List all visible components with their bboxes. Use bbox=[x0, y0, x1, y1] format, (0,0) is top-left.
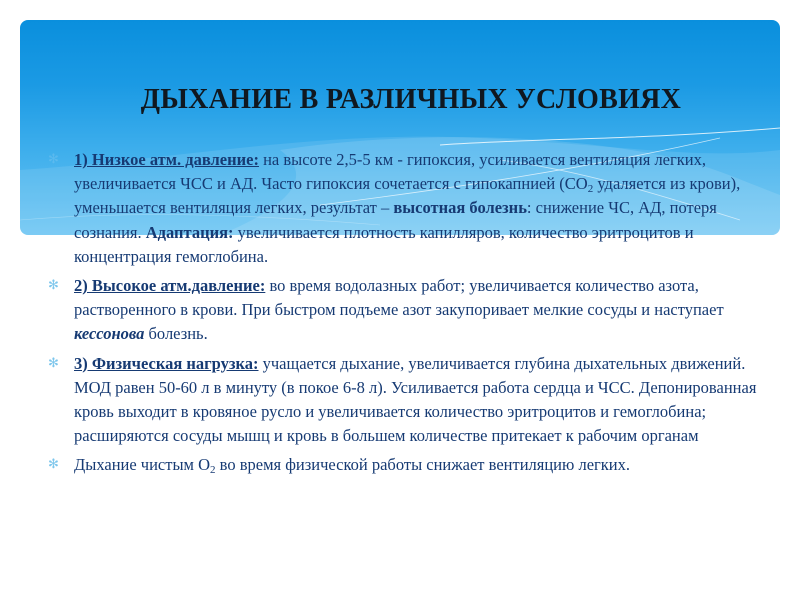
item-text: во время физической работы снижает вентиляцию легких. bbox=[215, 455, 631, 475]
item-heading: 2) Высокое атм.давление: bbox=[74, 276, 266, 296]
asterisk-bullet-icon: ✻ bbox=[48, 278, 59, 294]
item-heading: 3) Физическая нагрузка: bbox=[74, 353, 259, 373]
bold-term: Адаптация: bbox=[145, 222, 234, 242]
list-item-pure-oxygen bbox=[48, 453, 768, 477]
subscript: 2 bbox=[210, 464, 216, 477]
asterisk-bullet-icon: ✻ bbox=[48, 355, 59, 371]
list-item-low-pressure bbox=[48, 148, 768, 269]
item-text: удаляется из крови), уменьшается вентиляция легких, результат – bbox=[74, 174, 741, 218]
bullet-list bbox=[48, 148, 768, 483]
bold-term: высотная болезнь bbox=[393, 198, 527, 218]
item-text: : снижение ЧС, АД, потеря сознания. bbox=[74, 198, 717, 242]
item-text: на высоте 2,5-5 км - гипоксия, усиливается вентиляция легких, увеличивается ЧСС и АД. Часто гипоксия сочетается с гипокапнией (СО bbox=[74, 150, 706, 194]
asterisk-bullet-icon: ✻ bbox=[48, 152, 59, 167]
item-text: увеличивается плотность капилляров, количество эритроцитов и концентрация гемоглобина. bbox=[74, 222, 694, 266]
list-item-high-pressure bbox=[48, 274, 768, 347]
list-item-physical-load bbox=[48, 352, 768, 449]
item-text: Дыхание чистым О bbox=[74, 455, 211, 475]
item-text: болезнь. bbox=[144, 324, 208, 344]
item-text: во время водолазных работ; увеличивается количество азота, растворенного в крови. При быстром подъеме азот закупоривает мелкие сосуды и наступает bbox=[74, 276, 724, 320]
slide-title: ДЫХАНИЕ В РАЗЛИЧНЫХ УСЛОВИЯХ bbox=[140, 84, 682, 115]
asterisk-bullet-icon: ✻ bbox=[48, 457, 59, 473]
subscript: 2 bbox=[587, 183, 594, 196]
item-heading: 1) Низкое атм. давление: bbox=[74, 150, 259, 169]
item-text: учащается дыхание, увеличивается глубина дыхательных движений. МОД равен 50-60 л в минуту (в покое 6-8 л). Усиливается работа сердца и ЧСС. Депонированная кровь выходит в кровяное русло и увеличивается количество эритроцитов и гемоглобина; расширяются сосуды мышц и кровь в большем количестве притекает к рабочим органам bbox=[74, 353, 757, 446]
italic-term: кессонова bbox=[74, 324, 145, 344]
